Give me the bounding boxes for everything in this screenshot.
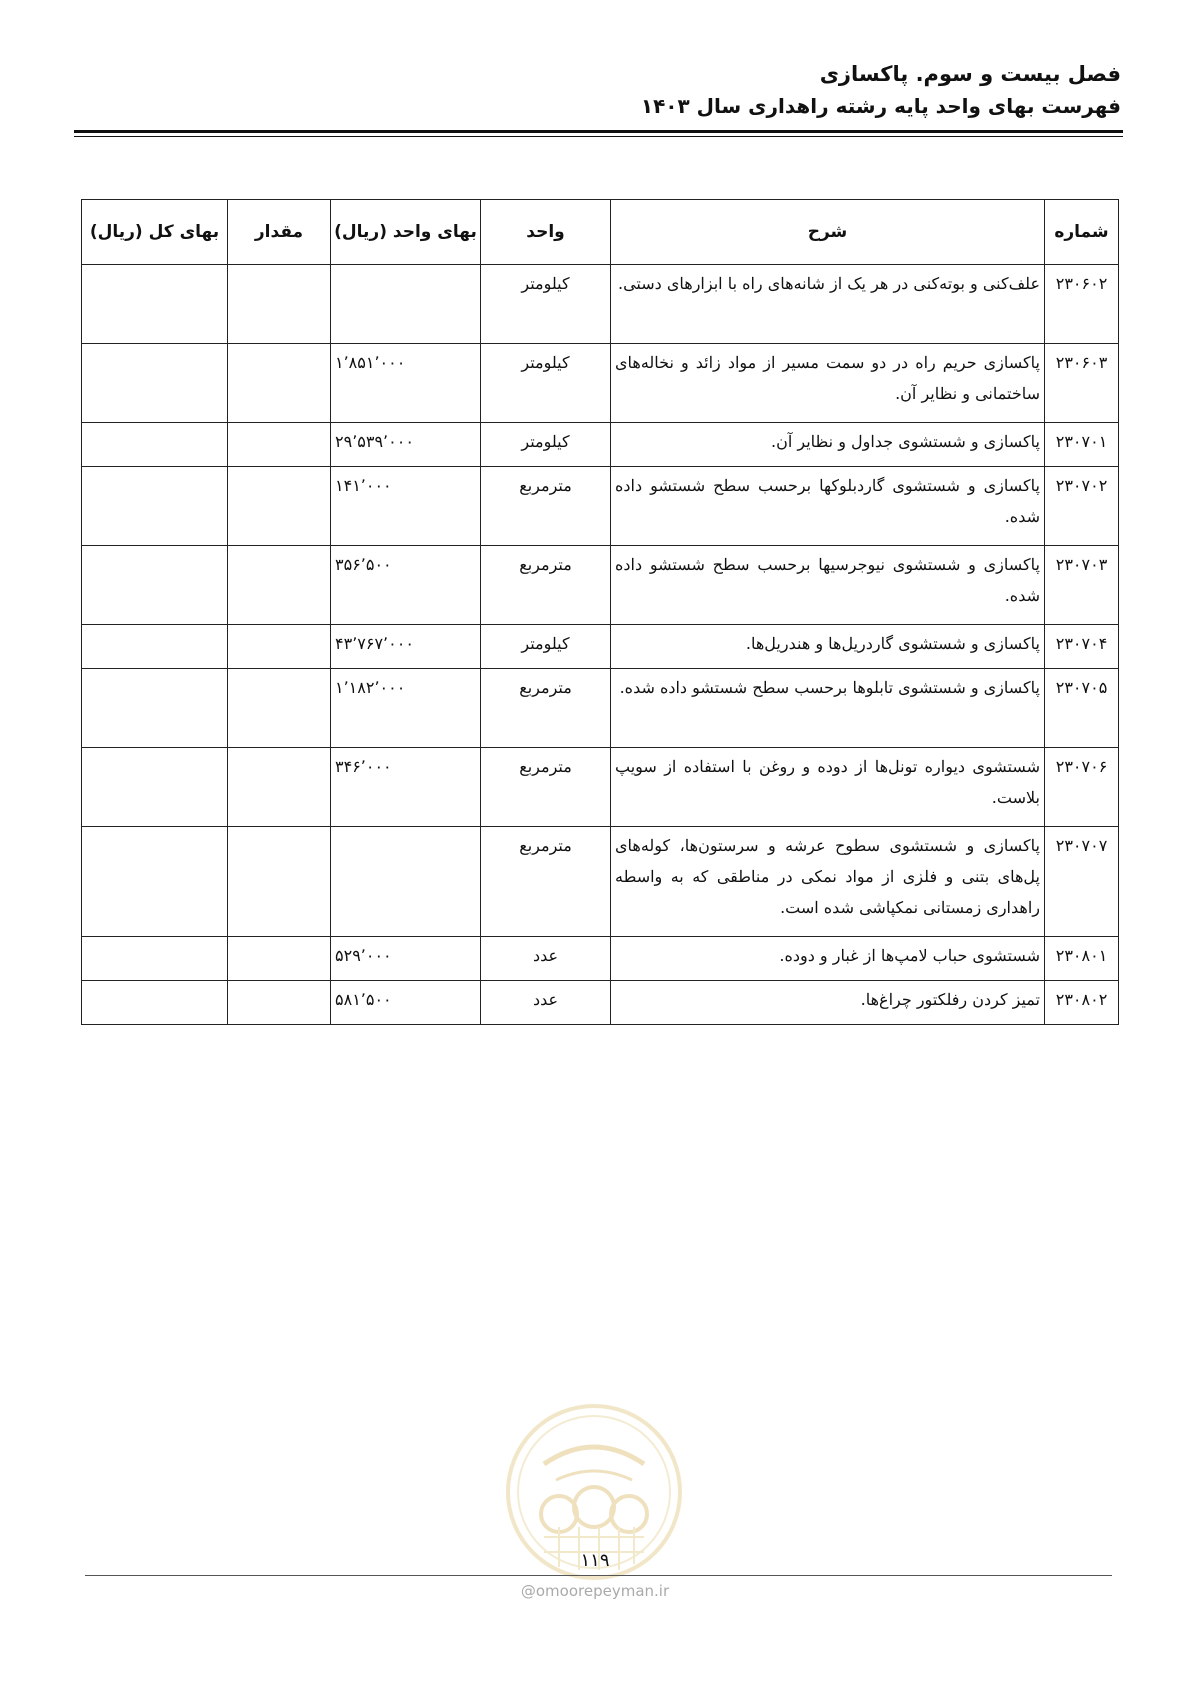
item-unit-price: ۱٬۱۸۲٬۰۰۰ [331, 669, 481, 748]
item-unit-price: ۳۵۶٬۵۰۰ [331, 546, 481, 625]
item-description: پاکسازی و شستشوی گاردریل‌ها و هندریل‌ها. [611, 625, 1045, 669]
item-code: ۲۳۰۶۰۲ [1045, 265, 1119, 344]
item-unit-price [331, 827, 481, 937]
table-row [82, 669, 1119, 748]
item-quantity [228, 827, 331, 937]
item-quantity [228, 625, 331, 669]
table-row [82, 981, 1119, 1025]
item-quantity [228, 748, 331, 827]
item-unit: مترمربع [481, 467, 611, 546]
item-unit-price: ۱۴۱٬۰۰۰ [331, 467, 481, 546]
item-unit-price: ۳۴۶٬۰۰۰ [331, 748, 481, 827]
page-number: ۱۱۹ [580, 1550, 610, 1571]
item-quantity [228, 937, 331, 981]
item-total [82, 827, 228, 937]
item-description: تمیز کردن رفلکتور چراغ‌ها. [611, 981, 1045, 1025]
item-code: ۲۳۰۷۰۴ [1045, 625, 1119, 669]
item-total [82, 423, 228, 467]
table-row [82, 827, 1119, 937]
item-quantity [228, 344, 331, 423]
item-description: پاکسازی و شستشوی جداول و نظایر آن. [611, 423, 1045, 467]
item-code: ۲۳۰۶۰۳ [1045, 344, 1119, 423]
footer-rule [85, 1575, 1112, 1576]
table-row [82, 546, 1119, 625]
table-row [82, 344, 1119, 423]
item-unit: کیلومتر [481, 625, 611, 669]
item-unit: مترمربع [481, 546, 611, 625]
item-code: ۲۳۰۷۰۳ [1045, 546, 1119, 625]
item-total [82, 625, 228, 669]
item-description: پاکسازی و شستشوی تابلوها برحسب سطح شستشو داده شده. [611, 669, 1045, 748]
table-header-row [82, 200, 1119, 265]
item-total [82, 265, 228, 344]
item-quantity [228, 265, 331, 344]
item-description: علف‌کنی و بوته‌کنی در هر یک از شانه‌های راه با ابزارهای دستی. [611, 265, 1045, 344]
item-unit: عدد [481, 981, 611, 1025]
table-row [82, 748, 1119, 827]
item-total [82, 669, 228, 748]
item-total [82, 546, 228, 625]
chapter-title: فصل بیست و سوم. پاکسازی [819, 62, 1121, 86]
item-unit-price: ۵۲۹٬۰۰۰ [331, 937, 481, 981]
item-total [82, 344, 228, 423]
item-unit: مترمربع [481, 748, 611, 827]
item-quantity [228, 467, 331, 546]
item-description: پاکسازی و شستشوی سطوح عرشه و سرستون‌ها، کوله‌های پل‌های بتنی و فلزی از مواد نمکی در مناطقی که به واسطه راهداری زمستانی نمکپاشی شده است. [611, 827, 1045, 937]
item-total [82, 937, 228, 981]
header-rule-thin [74, 136, 1123, 137]
item-unit: کیلومتر [481, 423, 611, 467]
item-code: ۲۳۰۷۰۶ [1045, 748, 1119, 827]
header-code: شماره [1045, 200, 1119, 265]
price-list-table [81, 199, 1119, 1025]
item-total [82, 467, 228, 546]
item-unit: کیلومتر [481, 265, 611, 344]
item-unit-price: ۲۹٬۵۳۹٬۰۰۰ [331, 423, 481, 467]
item-quantity [228, 981, 331, 1025]
page-header [71, 58, 1121, 122]
document-subtitle: فهرست بهای واحد پایه رشته راهداری سال ۱۴۰۳ [640, 94, 1121, 118]
table-row [82, 265, 1119, 344]
header-total-price: بهای کل (ریال) [82, 200, 228, 265]
header-unit-price: بهای واحد (ریال) [331, 200, 481, 265]
item-unit-price: ۱٬۸۵۱٬۰۰۰ [331, 344, 481, 423]
item-code: ۲۳۰۷۰۲ [1045, 467, 1119, 546]
item-unit: کیلومتر [481, 344, 611, 423]
item-quantity [228, 546, 331, 625]
item-code: ۲۳۰۸۰۲ [1045, 981, 1119, 1025]
header-unit: واحد [481, 200, 611, 265]
item-code: ۲۳۰۷۰۵ [1045, 669, 1119, 748]
table-row [82, 423, 1119, 467]
table-row [82, 937, 1119, 981]
site-watermark: @omoorepeyman.ir [520, 1582, 670, 1600]
table-row [82, 467, 1119, 546]
item-unit-price [331, 265, 481, 344]
item-description: پاکسازی حریم راه در دو سمت مسیر از مواد زائد و نخاله‌های ساختمانی و نظایر آن. [611, 344, 1045, 423]
table-row [82, 625, 1119, 669]
item-unit: عدد [481, 937, 611, 981]
item-code: ۲۳۰۸۰۱ [1045, 937, 1119, 981]
header-description: شرح [611, 200, 1045, 265]
item-total [82, 981, 228, 1025]
item-unit: مترمربع [481, 669, 611, 748]
item-quantity [228, 423, 331, 467]
item-total [82, 748, 228, 827]
header-quantity: مقدار [228, 200, 331, 265]
item-description: شستشوی دیواره تونل‌ها از دوده و روغن با استفاده از سویپ بلاست. [611, 748, 1045, 827]
item-unit: مترمربع [481, 827, 611, 937]
header-rule-thick [74, 130, 1123, 133]
item-quantity [228, 669, 331, 748]
item-code: ۲۳۰۷۰۷ [1045, 827, 1119, 937]
item-code: ۲۳۰۷۰۱ [1045, 423, 1119, 467]
item-unit-price: ۴۳٬۷۶۷٬۰۰۰ [331, 625, 481, 669]
item-unit-price: ۵۸۱٬۵۰۰ [331, 981, 481, 1025]
item-description: شستشوی حباب لامپ‌ها از غبار و دوده. [611, 937, 1045, 981]
item-description: پاکسازی و شستشوی نیوجرسیها برحسب سطح شستشو داده شده. [611, 546, 1045, 625]
item-description: پاکسازی و شستشوی گاردبلوکها برحسب سطح شستشو داده شده. [611, 467, 1045, 546]
